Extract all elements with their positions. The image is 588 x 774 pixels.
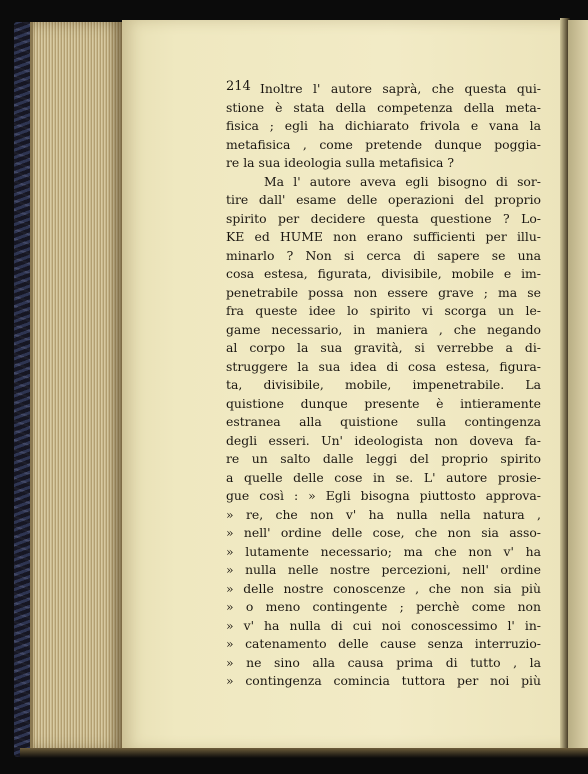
- text-line: game necessario, in maniera , che negando: [226, 321, 541, 337]
- text-line: spirito per decidere questa questione ? Lo-: [226, 210, 541, 226]
- text-line: quistione dunque presente è intieramente: [226, 395, 541, 411]
- text-line: Inoltre l' autore saprà, che questa qui-: [260, 81, 541, 96]
- text-line: » catenamento delle cause senza interruzio-: [226, 636, 541, 651]
- text-line: ta, divisibile, mobile, impenetrabile. La: [226, 377, 541, 392]
- page-number: 214: [226, 79, 251, 94]
- text-line: » lutamente necessario; ma che non v' ha: [226, 543, 541, 559]
- text-line: estranea alla quistione sulla contingenza: [226, 414, 541, 429]
- text-line: » delle nostre conoscenze , che non sia più: [226, 580, 541, 596]
- text-line: » contingenza comincia tuttora per noi più: [226, 673, 541, 688]
- text-line: » nell' ordine delle cose, che non sia asso-: [226, 525, 541, 540]
- text-line: minarlo ? Non si cerca di sapere se una: [226, 247, 541, 263]
- text-line: fisica ; egli ha dichiarato frivola e vana la: [226, 118, 541, 133]
- text-line: gue così : » Egli bisogna piuttosto approva-: [226, 488, 541, 503]
- text-line: » ne sino alla causa prima di tutto , la: [226, 654, 541, 670]
- text-line: tire dall' esame delle operazioni del proprio: [226, 192, 541, 207]
- text-line: Ma l' autore aveva egli bisogno di sor-: [264, 173, 541, 189]
- text-line: a quelle delle cose in se. L' autore prosie-: [226, 469, 541, 485]
- bottom-shadow: [20, 748, 588, 758]
- text-line: » o meno contingente ; perchè come non: [226, 599, 541, 614]
- text-line: degli esseri. Un' ideologista non doveva fa-: [226, 432, 541, 448]
- facing-page-edge: [568, 20, 588, 748]
- text-line: re un salto dalle leggi del proprio spirito: [226, 451, 541, 466]
- text-line: cosa estesa, figurata, divisibile, mobile e im-: [226, 266, 541, 281]
- text-line: » re, che non v' ha nulla nella natura ,: [226, 506, 541, 522]
- text-line: re la sua ideologia sulla metafisica ?: [226, 155, 455, 170]
- text-line: stione è stata della competenza della meta-: [226, 99, 541, 115]
- text-line: penetrabile possa non essere grave ; ma se: [226, 284, 541, 300]
- text-line: metafisica , come pretende dunque poggia-: [226, 136, 541, 152]
- text-line: » nulla nelle nostre percezioni, nell' ordine: [226, 562, 541, 577]
- page-text: [226, 80, 541, 691]
- text-line: fra queste idee lo spirito vi scorga un le-: [226, 303, 541, 318]
- text-line: KE ed HUME non erano sufficienti per illu-: [226, 229, 541, 244]
- text-line: al corpo la sua gravità, si verrebbe a di-: [226, 340, 541, 355]
- text-line: » v' ha nulla di cui noi conoscessimo l' in-: [226, 617, 541, 633]
- text-line: struggere la sua idea di cosa estesa, figura-: [226, 358, 541, 374]
